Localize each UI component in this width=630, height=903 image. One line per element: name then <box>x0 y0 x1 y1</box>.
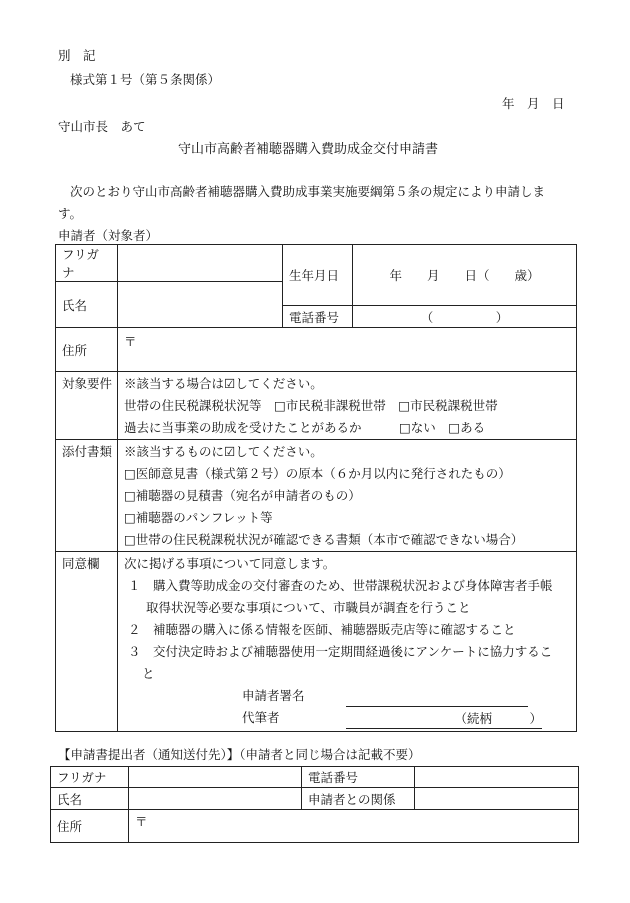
tax-status-options[interactable]: 世帯の住民税課税状況等 □市民税非課税世帯 □市民税課税世帯 <box>124 398 498 413</box>
submitter-heading: 【申請書提出者（通知送付先）】（申請者と同じ場合は記載不要） <box>58 747 421 762</box>
name-label: 氏名 <box>56 282 118 328</box>
attachments-note: ※該当するものに☑してください。 <box>124 444 323 459</box>
attachments-cell <box>118 440 577 552</box>
address-label: 住所 <box>56 328 118 372</box>
submitter-name-label: 氏名 <box>51 788 129 810</box>
intro-line-2: す。 <box>58 206 83 221</box>
signature-line[interactable] <box>346 690 528 707</box>
dob-input[interactable]: 年 月 日（ 歳） <box>353 245 577 306</box>
submitter-address-input[interactable] <box>129 810 579 843</box>
signature-label: 申請者署名 <box>242 688 305 703</box>
consent-item-1: １ 購入費等助成金の交付審査のため、世帯課税状況および身体障害者手帳 <box>128 578 553 593</box>
submitter-furigana-input[interactable] <box>129 767 302 788</box>
submitter-furigana-label: フリガナ <box>51 767 129 788</box>
attachment-checkbox-doctor-opinion[interactable]: □医師意見書（様式第２号）の原本（６か月以内に発行されたもの） <box>124 466 511 481</box>
phone-label: 電話番号 <box>283 306 353 328</box>
submitter-relation-input[interactable] <box>415 788 579 810</box>
address-input[interactable] <box>118 328 577 372</box>
date-field: 年 月 日 <box>502 96 565 111</box>
furigana-input[interactable] <box>118 245 283 282</box>
proxy-row <box>124 707 570 729</box>
addressee: 守山市長 あて <box>58 119 146 134</box>
consent-item-3: ３ 交付決定時および補聴器使用一定期間経過後にアンケートに協力するこ <box>128 644 553 659</box>
proxy-label: 代筆者 <box>242 710 280 725</box>
furigana-label: フリガナ <box>56 245 118 282</box>
submitter-phone-input[interactable] <box>415 767 579 788</box>
phone-input[interactable]: （ ） <box>353 306 577 328</box>
dob-label: 生年月日 <box>283 245 353 306</box>
applicant-section-label: 申請者（対象者） <box>58 228 159 243</box>
form-number: 様式第１号（第５条関係） <box>70 72 221 87</box>
submitter-phone-label: 電話番号 <box>302 767 415 788</box>
submitter-name-input[interactable] <box>129 788 302 810</box>
proxy-line[interactable] <box>346 708 542 729</box>
consent-label: 同意欄 <box>56 552 118 732</box>
attachment-checkbox-estimate[interactable]: □補聴器の見積書（宛名が申請者のもの） <box>124 488 361 503</box>
consent-item-2: ２ 補聴器の購入に係る情報を医師、補聴器販売店等に確認すること <box>128 622 516 637</box>
name-input[interactable] <box>118 282 283 328</box>
intro-line-1: 次のとおり守山市高齢者補聴器購入費助成事業実施要綱第５条の規定により申請しま <box>70 184 546 199</box>
eligibility-label: 対象要件 <box>56 372 118 440</box>
submitter-table <box>50 766 579 843</box>
consent-intro: 次に掲げる事項について同意します。 <box>124 556 336 571</box>
attachment-checkbox-tax-document[interactable]: □世帯の住民税課税状況が確認できる書類（本市で確認できない場合） <box>124 532 524 547</box>
attachments-label: 添付書類 <box>56 440 118 552</box>
submitter-address-label: 住所 <box>51 810 129 843</box>
past-grant-options[interactable]: 過去に当事業の助成を受けたことがあるか □ない □ある <box>124 420 486 435</box>
annex-label: 別 記 <box>58 48 96 63</box>
page-title: 守山市高齢者補聴器購入費助成金交付申請書 <box>178 142 439 157</box>
applicant-table <box>55 244 577 732</box>
relation-field: （続柄 ） <box>454 711 542 726</box>
attachment-checkbox-pamphlet[interactable]: □補聴器のパンフレット等 <box>124 510 273 525</box>
submitter-relation-label: 申請者との関係 <box>302 788 415 810</box>
eligibility-cell <box>118 372 577 440</box>
consent-cell <box>118 552 577 732</box>
consent-item-3-cont: と <box>142 666 155 681</box>
consent-item-1-cont: 取得状況等必要な事項について、市職員が調査を行うこと <box>146 600 471 615</box>
postal-mark: 〒 <box>124 334 137 349</box>
signature-row <box>124 685 570 707</box>
submitter-postal-mark: 〒 <box>135 814 148 829</box>
eligibility-note: ※該当する場合は☑してください。 <box>124 376 323 391</box>
